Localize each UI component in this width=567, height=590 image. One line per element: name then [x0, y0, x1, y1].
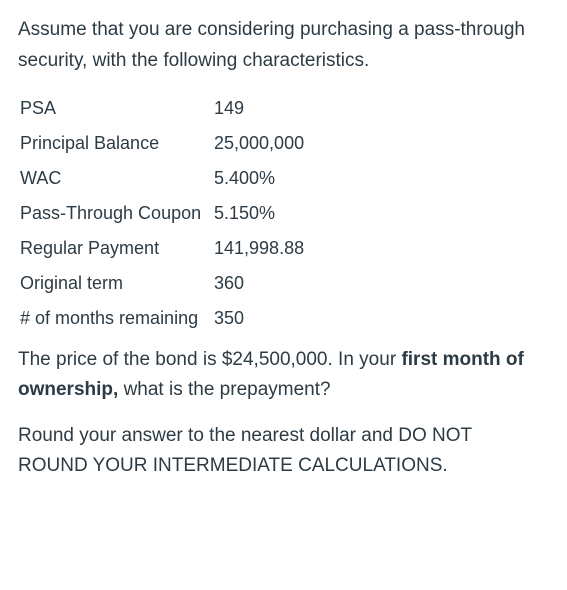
row-label-pass-through-coupon: Pass-Through Coupon [20, 203, 202, 223]
table-row [20, 195, 364, 230]
table-row [20, 125, 364, 160]
question-emphasis: first month of ownership, [18, 349, 524, 400]
row-label-principal-balance: Principal Balance [20, 133, 160, 153]
instruction-text: Round your answer to the nearest dollar and DO NOT ROUND YOUR INTERMEDIATE CALCULATIONS. [18, 425, 472, 476]
row-value-principal-balance: 25,000,000 [214, 132, 305, 153]
table-row [20, 160, 364, 195]
row-value-months-remaining: 350 [214, 307, 245, 328]
table-row [20, 230, 364, 265]
question-text [18, 345, 546, 405]
row-label-regular-payment: Regular Payment [20, 238, 160, 258]
row-label-original-term: Original term [20, 273, 124, 293]
table-row [20, 90, 364, 125]
question-part-1: The price of the bond is $24,500,000. In your [18, 349, 402, 370]
table-row [20, 265, 364, 300]
row-label-months-remaining: # of months remaining [20, 308, 199, 328]
row-value-psa: 149 [214, 97, 245, 118]
table-row [20, 300, 364, 335]
intro-text: Assume that you are considering purchasing a pass-through security, with the following characteristics. [18, 19, 525, 71]
row-value-regular-payment: 141,998.88 [214, 237, 305, 258]
row-label-psa: PSA [20, 98, 57, 118]
row-label-wac: WAC [20, 168, 62, 188]
row-value-wac: 5.400% [214, 167, 276, 188]
row-value-original-term: 360 [214, 272, 245, 293]
security-characteristics-table [20, 90, 364, 335]
row-value-pass-through-coupon: 5.150% [214, 202, 276, 223]
question-part-2: what is the prepayment? [118, 379, 331, 400]
